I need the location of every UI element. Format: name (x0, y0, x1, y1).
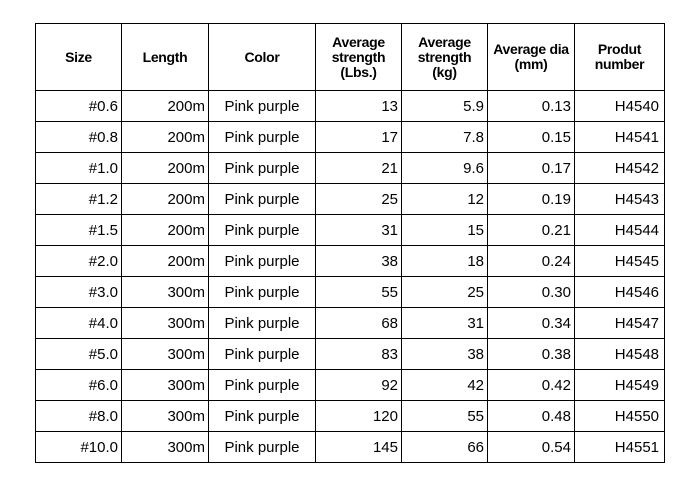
cell-length: 300m (122, 277, 209, 308)
cell-size: #8.0 (36, 401, 122, 432)
cell-average-dia: 0.15 (488, 122, 575, 153)
cell-length: 200m (122, 184, 209, 215)
cell-average-dia: 0.30 (488, 277, 575, 308)
cell-strength-lbs: 83 (316, 339, 402, 370)
cell-strength-kg: 31 (402, 308, 488, 339)
header-color: Color (209, 24, 316, 91)
cell-product-number: H4551 (575, 432, 665, 463)
cell-color: Pink purple (209, 432, 316, 463)
cell-product-number: H4540 (575, 91, 665, 122)
cell-length: 300m (122, 432, 209, 463)
cell-average-dia: 0.17 (488, 153, 575, 184)
cell-size: #6.0 (36, 370, 122, 401)
cell-size: #10.0 (36, 432, 122, 463)
cell-length: 300m (122, 339, 209, 370)
table-row (36, 308, 665, 339)
cell-strength-lbs: 92 (316, 370, 402, 401)
table-row (36, 246, 665, 277)
header-strength-lbs: Average strength (Lbs.) (316, 24, 402, 91)
cell-color: Pink purple (209, 339, 316, 370)
cell-color: Pink purple (209, 184, 316, 215)
cell-color: Pink purple (209, 401, 316, 432)
cell-strength-kg: 7.8 (402, 122, 488, 153)
cell-product-number: H4548 (575, 339, 665, 370)
cell-color: Pink purple (209, 153, 316, 184)
cell-color: Pink purple (209, 370, 316, 401)
cell-color: Pink purple (209, 246, 316, 277)
table-row (36, 91, 665, 122)
line-spec-table (35, 23, 665, 463)
cell-size: #4.0 (36, 308, 122, 339)
cell-average-dia: 0.34 (488, 308, 575, 339)
table-row (36, 432, 665, 463)
cell-strength-kg: 42 (402, 370, 488, 401)
cell-strength-lbs: 25 (316, 184, 402, 215)
cell-strength-lbs: 68 (316, 308, 402, 339)
header-length: Length (122, 24, 209, 91)
cell-average-dia: 0.48 (488, 401, 575, 432)
cell-product-number: H4543 (575, 184, 665, 215)
header-strength-kg: Average strength (kg) (402, 24, 488, 91)
cell-size: #0.8 (36, 122, 122, 153)
cell-average-dia: 0.38 (488, 339, 575, 370)
cell-strength-kg: 25 (402, 277, 488, 308)
header-average-dia: Average dia (mm) (488, 24, 575, 91)
header-product-number: Produt number (575, 24, 665, 91)
cell-color: Pink purple (209, 308, 316, 339)
cell-color: Pink purple (209, 122, 316, 153)
cell-color: Pink purple (209, 91, 316, 122)
cell-size: #1.2 (36, 184, 122, 215)
cell-strength-kg: 18 (402, 246, 488, 277)
cell-size: #2.0 (36, 246, 122, 277)
table-body (36, 91, 665, 463)
cell-strength-kg: 5.9 (402, 91, 488, 122)
table-row (36, 401, 665, 432)
cell-average-dia: 0.13 (488, 91, 575, 122)
cell-product-number: H4541 (575, 122, 665, 153)
cell-length: 200m (122, 153, 209, 184)
header-row (36, 24, 665, 91)
cell-strength-lbs: 31 (316, 215, 402, 246)
cell-product-number: H4546 (575, 277, 665, 308)
cell-length: 200m (122, 91, 209, 122)
table-row (36, 277, 665, 308)
cell-length: 200m (122, 215, 209, 246)
cell-strength-kg: 15 (402, 215, 488, 246)
header-size: Size (36, 24, 122, 91)
cell-color: Pink purple (209, 277, 316, 308)
cell-size: #3.0 (36, 277, 122, 308)
cell-length: 300m (122, 401, 209, 432)
cell-size: #1.5 (36, 215, 122, 246)
table-row (36, 339, 665, 370)
cell-product-number: H4545 (575, 246, 665, 277)
cell-length: 200m (122, 246, 209, 277)
table-row (36, 215, 665, 246)
cell-strength-lbs: 21 (316, 153, 402, 184)
cell-strength-lbs: 145 (316, 432, 402, 463)
cell-strength-lbs: 13 (316, 91, 402, 122)
cell-product-number: H4549 (575, 370, 665, 401)
cell-strength-kg: 66 (402, 432, 488, 463)
cell-strength-kg: 12 (402, 184, 488, 215)
cell-strength-lbs: 55 (316, 277, 402, 308)
table-row (36, 122, 665, 153)
cell-product-number: H4544 (575, 215, 665, 246)
cell-strength-lbs: 38 (316, 246, 402, 277)
cell-size: #5.0 (36, 339, 122, 370)
cell-color: Pink purple (209, 215, 316, 246)
cell-product-number: H4542 (575, 153, 665, 184)
cell-strength-lbs: 120 (316, 401, 402, 432)
cell-product-number: H4547 (575, 308, 665, 339)
cell-length: 300m (122, 370, 209, 401)
cell-average-dia: 0.24 (488, 246, 575, 277)
cell-strength-kg: 9.6 (402, 153, 488, 184)
cell-length: 300m (122, 308, 209, 339)
cell-product-number: H4550 (575, 401, 665, 432)
table-row (36, 153, 665, 184)
cell-average-dia: 0.54 (488, 432, 575, 463)
table-row (36, 370, 665, 401)
cell-strength-lbs: 17 (316, 122, 402, 153)
cell-average-dia: 0.21 (488, 215, 575, 246)
cell-length: 200m (122, 122, 209, 153)
cell-average-dia: 0.42 (488, 370, 575, 401)
cell-strength-kg: 55 (402, 401, 488, 432)
cell-size: #1.0 (36, 153, 122, 184)
table-row (36, 184, 665, 215)
cell-size: #0.6 (36, 91, 122, 122)
cell-average-dia: 0.19 (488, 184, 575, 215)
cell-strength-kg: 38 (402, 339, 488, 370)
